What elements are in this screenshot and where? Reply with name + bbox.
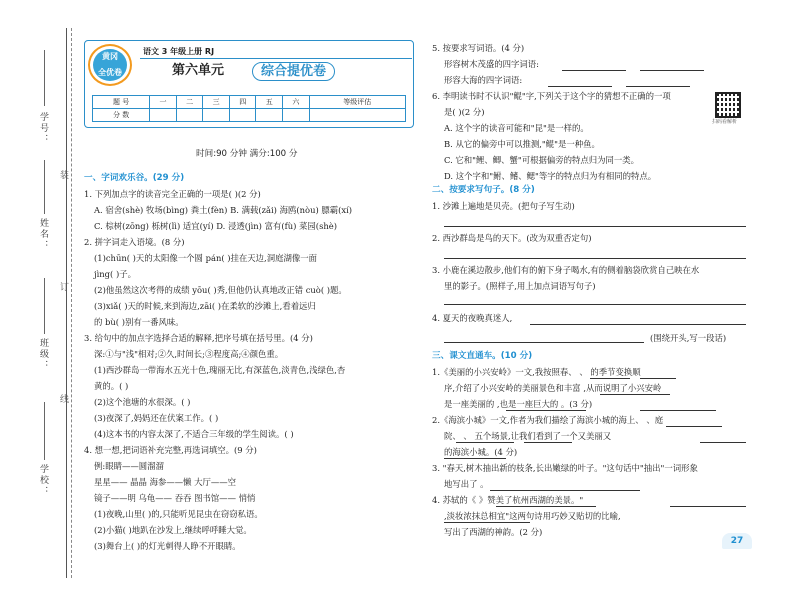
option-text: A. 宿舍(shè) 牧场(bìng) 粪土(fèn) B. 满载(zǎi) 海鸥(nòu) 膘霸(xí) [94,205,353,215]
question-text: 6. 李明读书时不认识"鲲"字,下列关于这个字的猜想不正确的一项 [432,91,671,101]
answer-blank[interactable] [640,70,704,71]
question-text: (1)chūn( )天的太阳像一个圆 pán( )挂在天边,洞庭湖像一面 [94,253,317,263]
time-and-score: 时间:90 分钟 满分:100 分 [196,149,298,159]
answer-blank[interactable] [444,522,530,523]
binding-dashed-line [71,28,72,578]
answer-blank[interactable] [562,70,626,71]
binding-mark: 线 [60,395,70,405]
qr-code-icon[interactable] [715,92,741,118]
page-number: 27 [722,533,752,549]
answer-blank[interactable] [640,410,716,411]
question-text: 黄的。( ) [94,381,129,391]
score-input[interactable] [256,109,283,122]
score-table-score-row [93,109,406,122]
section-heading: 二、按要求写句子。(8 分) [432,185,535,195]
answer-blank[interactable] [626,86,690,87]
answer-blank[interactable] [456,442,514,443]
score-cell: 四 [229,96,256,109]
question-text: 3. "春天,树木抽出新的枝条,长出嫩绿的叶子。"这句话中"抽出"一词形象 [432,463,698,473]
score-input[interactable] [309,109,405,122]
question-text: (2)他虽然这次考得的成绩 yōu( )秀,但他仍认真地改正错 cuò( )题。 [94,285,347,295]
qr-caption: 扫码看解析 [712,119,738,125]
question-text: 地写出了 。 [444,479,489,489]
score-input[interactable] [203,109,230,122]
question-text: 形容大海的四字词语: [444,75,523,85]
score-input[interactable] [283,109,310,122]
answer-blank[interactable] [640,378,676,379]
question-text: 是一座美丽的 ,也是一座巨大的 。(3 分) [444,399,593,409]
question-text: 形容树木茂盛的四字词语: [444,59,539,69]
paper-title: 综合提优卷 [252,62,335,81]
unit-title: 第六单元 [172,63,225,78]
answer-blank[interactable] [666,426,722,427]
question-text: 例:眼睛——圆溜溜 [94,461,164,471]
question-text: (1)西沙群岛一带海水五光十色,瑰丽无比,有深蓝色,淡青色,浅绿色,杏 [94,365,346,375]
option-text: D. 这个字和"鲋、鳍、鳃"等字的特点归为有相同的特点。 [444,171,657,181]
section-heading: 一、字词欢乐谷。(29 分) [84,173,185,183]
class-blank[interactable] [44,278,45,334]
question-text: 写出了西湖的神韵。(2 分) [444,527,543,537]
name-label: 姓名： [38,218,48,251]
question-hint: (围绕开头,写一段话) [650,333,727,343]
question-text: (4)这本书的内容太深了,不适合三年级的学生阅读。( ) [94,429,294,439]
answer-line[interactable] [444,304,746,305]
question-text: jìng( )子。 [94,269,136,279]
answer-blank[interactable] [524,442,572,443]
answer-line[interactable] [444,342,644,343]
name-blank[interactable] [44,160,45,214]
score-input[interactable] [176,109,203,122]
score-cell: 一 [150,96,177,109]
question-text: 4. 苏轼的《 》赞美了杭州西湖的美景。" [432,495,584,505]
score-table-header-row [93,96,406,109]
answer-blank[interactable] [670,506,746,507]
question-text: 2.《海滨小城》一文,作者为我们描绘了海滨小城的海上、 、庭 [432,415,664,425]
question-text: 星星—— 晶晶 海参——懒 大厅——空 [94,477,236,487]
answer-line[interactable] [444,258,746,259]
answer-blank[interactable] [548,86,612,87]
score-cell: 分 数 [93,109,150,122]
score-input[interactable] [229,109,256,122]
answer-line[interactable] [530,324,746,325]
question-text: (3)xiǎ( )天的时候,来到海边,zāi( )在柔软的沙滩上,看着远归 [94,301,316,311]
logo-text-line2: 全优卷 [98,68,122,77]
score-cell: 题 号 [93,96,150,109]
question-text: ,淡妆浓抹总相宜"这两句诗用巧妙又贴切的比喻, [444,511,621,521]
question-text: 的 bù( )别有一番风味。 [94,317,184,327]
score-table [92,95,406,122]
title-divider [140,58,412,59]
option-text: C. 棕树(zōng) 栎树(lì) 适宜(yí) D. 浸透(jìn) 富有(fù) 菜园(shè) [94,221,337,231]
question-text: 院、 、 五个场景,让我们看到了一个又美丽又 [444,431,612,441]
answer-blank[interactable] [496,506,596,507]
score-cell: 五 [256,96,283,109]
binding-mark: 装 [60,171,70,181]
student-id-label: 学号： [38,112,48,145]
student-id-blank[interactable] [44,50,45,106]
question-text: 3. 给句中的加点字选择合适的解释,把序号填在括号里。(4 分) [84,333,313,343]
answer-blank[interactable] [600,394,670,395]
binding-line [66,28,67,578]
question-text: 1. 下列加点字的读音完全正确的一项是( )(2 分) [84,189,261,199]
score-cell: 二 [176,96,203,109]
subject-info: 语文 3 年级上册 RJ [143,47,215,56]
answer-blank[interactable] [444,458,506,459]
score-cell: 等级评估 [309,96,405,109]
answer-blank[interactable] [700,442,746,443]
section-heading: 三、课文直通车。(10 分) [432,351,533,361]
question-text: 1. 沙滩上遍地是贝壳。(把句子写生动) [432,201,575,211]
question-text: 深:①与"浅"相对;②久,时间长;③程度高;④颜色重。 [94,349,284,359]
question-text: 4. 想一想,把词语补充完整,再选词填空。(9 分) [84,445,257,455]
answer-blank[interactable] [506,410,586,411]
school-blank[interactable] [44,402,45,460]
question-text: 5. 按要求写词语。(4 分) [432,43,525,53]
question-text: (2)小猫( )地趴在沙发上,继续呼呼睡大觉。 [94,525,252,535]
question-text: 的海滨小城。(4 分) [444,447,518,457]
question-text: 4. 夏天的夜晚真迷人, [432,313,513,323]
question-text: 2. 拼字词走入语境。(8 分) [84,237,185,247]
question-text: 里的影子。(照样子,用上加点词语写句子) [444,281,596,291]
score-cell: 三 [203,96,230,109]
option-text: A. 这个字的读音可能和"昆"是一样的。 [444,123,589,133]
option-text: C. 它和"鲤、鲫、蟹"可根据偏旁的特点归为同一类。 [444,155,640,165]
logo-text-line1: 黄冈 [102,52,118,61]
binding-strip [0,0,78,602]
question-text: 2. 西沙群岛是鸟的天下。(改为双重否定句) [432,233,592,243]
question-text: 是( )(2 分) [444,107,485,117]
school-label: 学校： [38,464,48,497]
question-text: 序,介绍了小兴安岭的美丽景色和丰富 ,从而说明了小兴安岭 [444,383,662,393]
score-input[interactable] [150,109,177,122]
question-text: (1)夜晚,山里( )的,只能听见昆虫在窃窃私语。 [94,509,263,519]
brand-logo [88,44,132,86]
answer-blank[interactable] [590,378,630,379]
question-text: 镜子——明 乌龟—— 吞吞 图书馆—— 悄悄 [94,493,256,503]
question-text: (3)舞台上( )的灯光刺得人睁不开眼睛。 [94,541,241,551]
answer-blank[interactable] [490,490,640,491]
class-label: 班级： [38,338,48,371]
question-text: 3. 小鹿在溪边散步,他们有的俯下身子喝水,有的侧着脑袋欣赏自己映在水 [432,265,700,275]
question-text: 1.《美丽的小兴安岭》一文,我按照春、 、 的季节变换顺 [432,367,641,377]
question-text: (2)这个池塘的水很深。( ) [94,397,191,407]
answer-line[interactable] [444,226,746,227]
question-text: (3)夜深了,妈妈还在伏案工作。( ) [94,413,219,423]
binding-mark: 订 [60,283,70,293]
score-cell: 六 [283,96,310,109]
option-text: B. 从它的偏旁中可以推测,"鲲"是一种鱼。 [444,139,600,149]
